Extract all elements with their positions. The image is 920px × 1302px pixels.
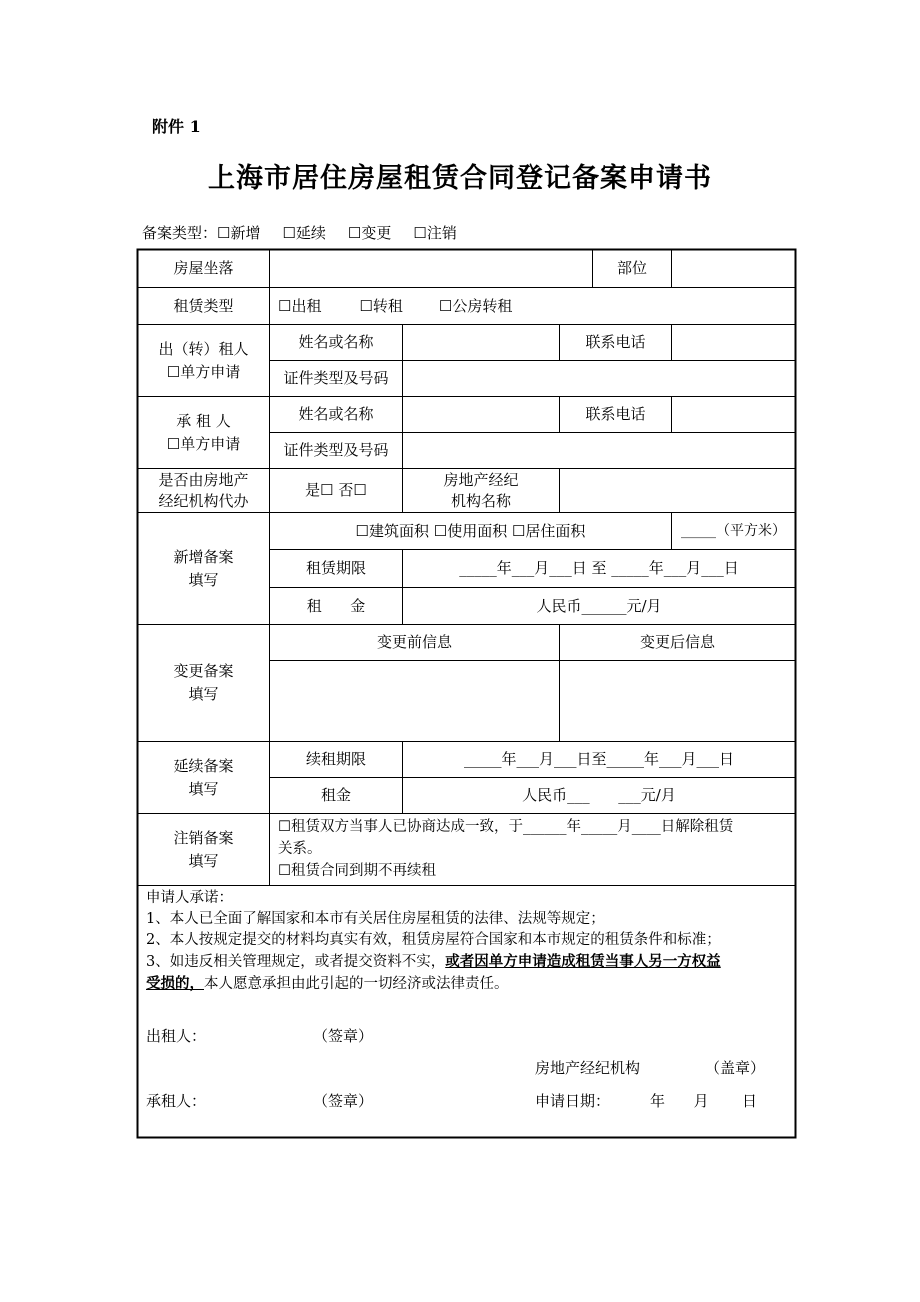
pledge-item-3-cont: [146, 973, 796, 995]
filing-type-cancel-checkbox[interactable]: ☐注销: [413, 224, 457, 242]
change-filing-label-line1: 变更备案: [173, 662, 234, 680]
filing-type-label: 备案类型：: [142, 224, 218, 242]
lease-type-label: 租赁类型: [173, 296, 234, 315]
new-filing-label: [138, 513, 269, 624]
cancel-filing-label-line2: 填写: [188, 851, 219, 870]
lease-term-field[interactable]: _____年___月___日 至 _____年___月___日: [459, 559, 739, 577]
lessor-signature-field[interactable]: （签章）: [313, 1027, 374, 1045]
cancel-expiry-checkbox[interactable]: ☐租赁合同到期不再续租: [278, 863, 436, 879]
lessee-section-label: [138, 397, 269, 468]
agency-seal-field[interactable]: （盖章）: [705, 1059, 766, 1077]
pledge-item-3-tail: 本人愿意承担由此引起的一切经济或法律责任。: [204, 976, 509, 992]
lessee-phone-label: 联系电话: [585, 405, 646, 423]
cancel-filing-label-line1: 注销备案: [173, 828, 234, 847]
lessee-phone-field[interactable]: [672, 397, 795, 432]
agency-name-label: [403, 469, 559, 512]
change-filing-label: [138, 625, 269, 741]
agency-name-label-line1: 房地产经纪: [443, 470, 519, 489]
lessee-name-field[interactable]: [403, 397, 559, 432]
lease-type-let-checkbox[interactable]: ☐出租: [278, 296, 322, 315]
lessor-id-field[interactable]: [403, 361, 795, 396]
lease-term-label: 租赁期限: [305, 559, 366, 577]
after-change-label: 变更后信息: [639, 633, 715, 651]
rent-field[interactable]: 人民币______元/月: [536, 596, 662, 615]
lessor-section-label: [138, 325, 269, 396]
lease-type-public-sublet-checkbox[interactable]: ☐公房转租: [438, 296, 513, 315]
attachment-label: 附件 1: [152, 117, 201, 136]
lessor-unilateral-checkbox[interactable]: ☐单方申请: [166, 362, 241, 381]
agency-question-line1: 是否由房地产: [158, 470, 249, 489]
application-date-field[interactable]: 年 月 日: [650, 1092, 757, 1110]
cancel-mutual-agreement-checkbox[interactable]: ☐租赁双方当事人已协商达成一致，于______年_____月____日解除租赁: [278, 819, 734, 835]
pledge-item-3-emphasis: 或者因单方申请造成租赁当事人另一方权益: [445, 953, 721, 970]
lessor-name-field[interactable]: [403, 325, 559, 360]
lessee-signature-field[interactable]: （签章）: [313, 1092, 374, 1110]
filing-type-change-checkbox[interactable]: ☐变更: [347, 224, 392, 242]
filing-type-new-checkbox[interactable]: ☐新增: [217, 224, 261, 242]
area-type-checkboxes[interactable]: ☐建筑面积 ☐使用面积 ☐居住面积: [355, 521, 586, 540]
renewal-rent-label: 租金: [320, 786, 351, 804]
new-filing-label-line2: 填写: [188, 570, 219, 589]
renewal-filing-label: [138, 742, 269, 813]
after-change-field[interactable]: [560, 661, 795, 741]
renewal-term-field[interactable]: _____年___月___日至_____年___月___日: [463, 750, 734, 768]
lessee-id-field[interactable]: [403, 433, 795, 468]
property-location-field[interactable]: [270, 250, 592, 287]
agency-question-label: [138, 469, 269, 512]
agency-name-field[interactable]: [560, 469, 795, 512]
lessor-id-label: 证件类型及号码: [283, 369, 389, 387]
lessor-label: 出（转）租人: [158, 339, 249, 358]
lease-type-options: [278, 288, 788, 324]
agency-seal-label: 房地产经纪机构: [535, 1059, 641, 1077]
property-part-label: 部位: [616, 259, 647, 277]
application-date-label: 申请日期：: [535, 1092, 611, 1110]
filing-type-renew-checkbox[interactable]: ☐延续: [282, 224, 326, 242]
property-location-label: 房屋坐落: [173, 259, 234, 277]
lessor-signature-label: 出租人：: [146, 1027, 207, 1045]
pledge-item-1: 1、本人已全面了解国家和本市有关居住房屋租赁的法律、法规等规定；: [146, 911, 605, 927]
pledge-item-3-emphasis-cont: 受损的，: [146, 975, 204, 992]
lessor-phone-field[interactable]: [672, 325, 795, 360]
before-change-field[interactable]: [270, 661, 559, 741]
pledge-item-3-text: 3、如违反相关管理规定，或者提交资料不实，: [146, 954, 446, 970]
renewal-term-label: 续租期限: [305, 750, 366, 768]
lease-type-sublet-checkbox[interactable]: ☐转租: [359, 296, 403, 315]
rent-label: 租 金: [306, 596, 366, 615]
page-title: 上海市居住房屋租赁合同登记备案申请书: [208, 163, 712, 194]
cancel-mutual-agreement-text-cont: 关系。: [278, 841, 322, 857]
renewal-filing-label-line1: 延续备案: [173, 756, 234, 775]
pledge-heading: 申请人承诺：: [146, 890, 233, 906]
lessee-label: 承 租 人: [176, 411, 231, 430]
change-filing-label-line2: 填写: [188, 685, 219, 703]
property-part-field[interactable]: [672, 250, 795, 287]
cancel-filing-options: [278, 816, 733, 882]
new-filing-label-line1: 新增备案: [173, 547, 234, 566]
applicant-pledge: [146, 888, 796, 995]
lessee-unilateral-checkbox[interactable]: ☐单方申请: [166, 434, 241, 453]
agency-question-line2: 经纪机构代办: [158, 491, 249, 510]
lessee-name-label: 姓名或名称: [298, 405, 374, 423]
pledge-item-2: 2、本人按规定提交的材料均真实有效，租赁房屋符合国家和本市规定的租赁条件和标准；: [146, 932, 721, 948]
lessor-phone-label: 联系电话: [585, 333, 646, 351]
agency-name-label-line2: 机构名称: [450, 491, 511, 510]
cancel-filing-label: [138, 814, 269, 885]
area-value-field[interactable]: _____（平方米）: [681, 522, 786, 539]
before-change-label: 变更前信息: [376, 633, 452, 651]
lessee-id-label: 证件类型及号码: [283, 441, 389, 459]
lessor-name-label: 姓名或名称: [298, 333, 374, 351]
agency-yes-no-checkboxes[interactable]: 是☐ 否☐: [305, 481, 367, 499]
renewal-filing-label-line2: 填写: [188, 779, 219, 798]
pledge-item-3: [146, 951, 796, 973]
renewal-rent-field[interactable]: 人民币___ ___元/月: [522, 786, 676, 804]
lessee-signature-label: 承租人：: [146, 1092, 207, 1110]
